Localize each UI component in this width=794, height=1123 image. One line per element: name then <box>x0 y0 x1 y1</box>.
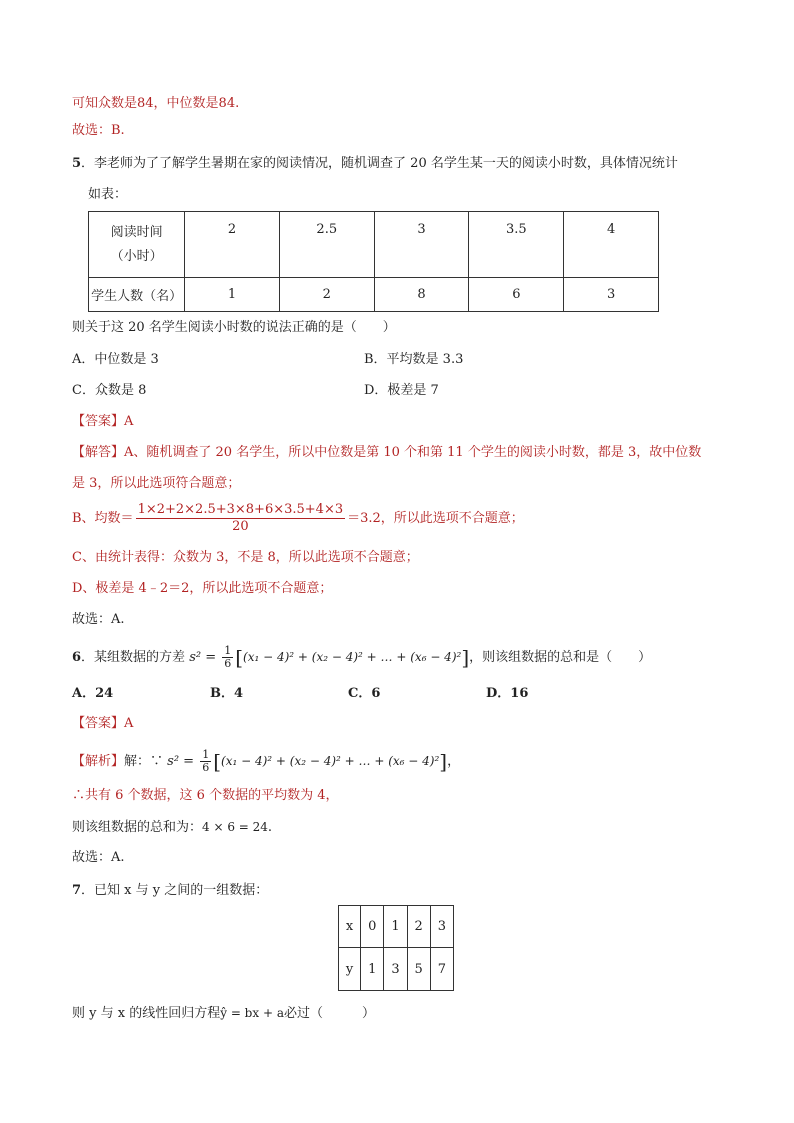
q6-analysis: 【解析】解：∵ s² = $\frac{1}{6}$ [(x₁ − 4)² + (x₂ − 4)² + … + (x₆ − 4)²]， <box>72 748 461 774</box>
q5-option-c: C．众数是 8 <box>72 383 147 398</box>
variance-formula-body: (x₁ − 4)² + (x₂ − 4)² + … + (x₆ − 4)² <box>243 650 462 664</box>
q7-cell: 3 <box>430 906 453 948</box>
q5-stem-line1: 5．李老师为了了解学生暑期在家的阅读情况，随机调查了 20 名学生某一天的阅读小时数，具体情况统计 <box>72 156 678 171</box>
q5-row-cell: 6 <box>469 278 564 312</box>
table-row <box>339 906 454 948</box>
q5-option-b: B．平均数是 3.3 <box>364 352 464 367</box>
q5-row-cell: 3 <box>564 278 659 312</box>
q7-cell: 1 <box>361 948 384 991</box>
q6-final-choice: 故选：A. <box>72 850 125 865</box>
q7-row-label: x <box>339 906 361 948</box>
q7-cell: 0 <box>361 906 384 948</box>
table-row <box>339 948 454 991</box>
q5-data-table <box>88 211 659 312</box>
q5-header-cell: 3.5 <box>469 212 564 278</box>
q5-number: 5 <box>72 156 82 171</box>
q6-analysis-line-b: 则该组数据的总和为：4 × 6 = 24. <box>72 820 273 835</box>
q5-header-cell: 3 <box>374 212 469 278</box>
q5-header-label: 阅读时间 （小时） <box>89 212 185 278</box>
q6-option-a: A．24 <box>72 686 114 701</box>
prev-conclusion: 可知众数是84，中位数是84. <box>72 96 240 111</box>
q5-header-cell: 4 <box>564 212 659 278</box>
variance-fraction: $\frac{1}{6}$ <box>224 644 232 670</box>
table-row <box>89 212 659 278</box>
q5-solution-line1: 【解答】A、随机调查了 20 名学生，所以中位数是第 10 个和第 11 个学生的阅读小时数，都是 3，故中位数 <box>72 445 702 460</box>
q5-stem-line2: 如表： <box>88 187 128 202</box>
q7-data-table <box>338 905 454 991</box>
q7-number: 7 <box>72 883 82 898</box>
q7-cell: 5 <box>407 948 430 991</box>
q6-option-d: D．16 <box>486 686 529 701</box>
q5-solution-b: B、均数＝ $\frac{1\times 2+2\times 2.5+3\times 8+6\times 3.5+4\times 3}{20}$ ＝3.2，所以此选项不合题意； <box>72 502 524 534</box>
variance-formula-lhs: s² = <box>189 650 221 665</box>
q7-stem: 7．已知 x 与 y 之间的一组数据： <box>72 883 269 898</box>
q5-row-cell: 2 <box>279 278 374 312</box>
q7-cell: 7 <box>430 948 453 991</box>
q6-analysis-line-a: ∴共有 6 个数据，这 6 个数据的平均数为 4， <box>72 788 339 803</box>
q5-row-cell: 8 <box>374 278 469 312</box>
q6-option-b: B．4 <box>210 686 244 701</box>
q5-header-cell: 2 <box>185 212 280 278</box>
q5-solution-line2: 是 3，所以此选项符合题意； <box>72 476 241 491</box>
regression-formula: ŷ = bx + a <box>220 1006 284 1020</box>
q5-question: 则关于这 20 名学生阅读小时数的说法正确的是（ ） <box>72 320 396 335</box>
q5-header-cell: 2.5 <box>279 212 374 278</box>
q7-cell: 2 <box>407 906 430 948</box>
q6-stem: 6．某组数据的方差 s² = $\frac{1}{6}$ [(x₁ − 4)² + (x₂ − 4)² + … + (x₆ − 4)²]，则该组数据的总和是（ ） <box>72 644 652 670</box>
q7-row-label: y <box>339 948 361 991</box>
q7-question: 则 y 与 x 的线性回归方程ŷ = bx + a必过（ ） <box>72 1006 375 1021</box>
q7-cell: 3 <box>384 948 407 991</box>
q6-option-c: C．6 <box>348 686 381 701</box>
q7-cell: 1 <box>384 906 407 948</box>
q5-answer: 【答案】A <box>72 414 134 429</box>
table-row <box>89 278 659 312</box>
q5-option-a: A．中位数是 3 <box>72 352 159 367</box>
mean-fraction: $\frac{1\times 2+2\times 2.5+3\times 8+6\times 3.5+4\times 3}{20}$ <box>137 502 344 534</box>
q6-number: 6 <box>72 650 82 665</box>
q5-option-d: D．极差是 7 <box>364 383 439 398</box>
q5-solution-c: C、由统计表得：众数为 3，不是 8，所以此选项不合题意； <box>72 550 419 565</box>
q5-final-choice: 故选：A. <box>72 612 125 627</box>
q6-answer: 【答案】A <box>72 716 134 731</box>
prev-choice: 故选：B. <box>72 123 125 138</box>
q5-solution-d: D、极差是 4﹣2＝2，所以此选项不合题意； <box>72 581 333 596</box>
q5-row-cell: 1 <box>185 278 280 312</box>
q5-row-label: 学生人数（名） <box>89 278 185 312</box>
